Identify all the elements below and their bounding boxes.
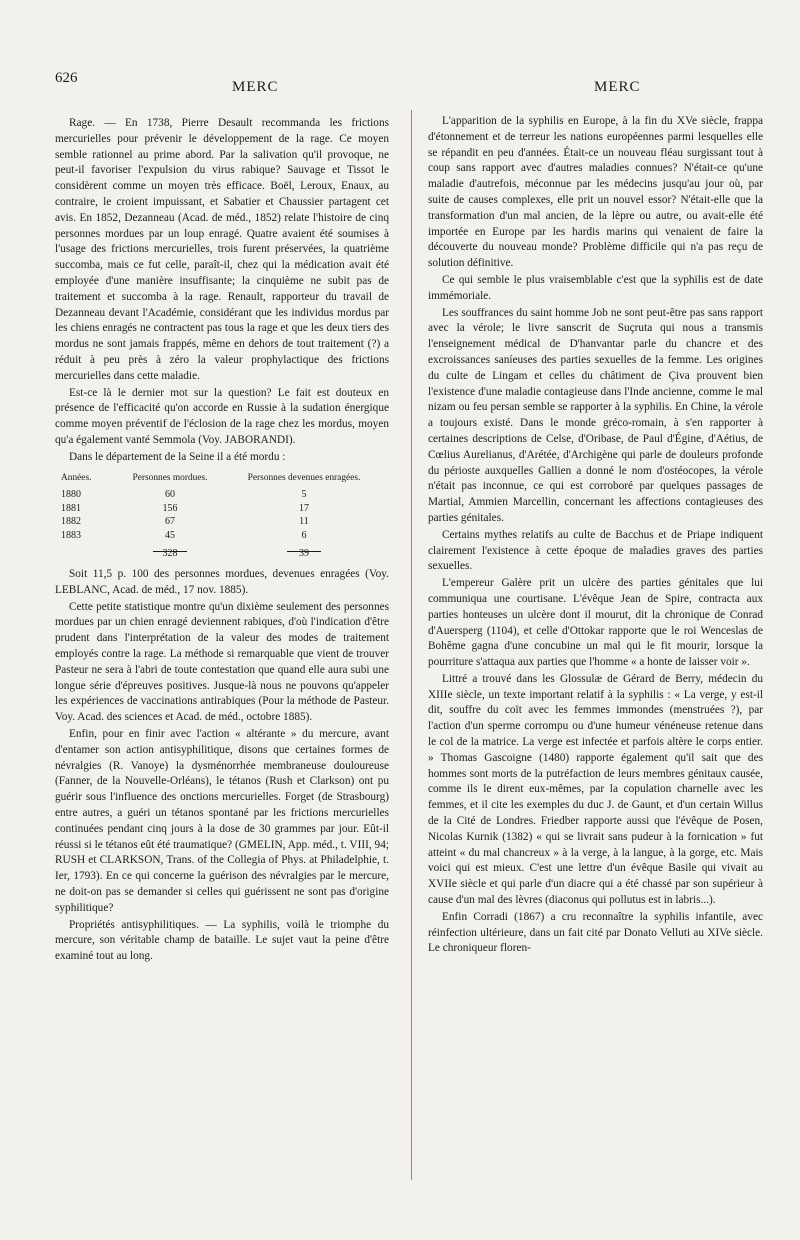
paragraph-littre: Littré a trouvé dans les Glossulæ de Gérard de Berry, médecin du XIIIe siècle, un texte important relatif à la syphilis : « La verge, y est-il dit, souffre du coït avec les femmes immondes (menstruées ?), par l'action d'un sperme corrompu ou d'une humeur vénéneuse retenue dans le col de la matrice. La verge est infectée et parfois altère le corps entier. » Thomas Gascoigne (1480) rapporte également qu'il sait que des hommes sont morts de la putréfaction de leurs membres génitaux causée, comme ils le dirent eux-mêmes, par la copulation charnelle avec les femmes, et il cite les exemples du duc J. de Gaunt, et d'un certain Willus de la Cité de Londres. Friedber rapporte aussi que l'évêque de Posen, Nicolas Kurnik (1382) « qui se livrait sans pudeur à la fornication » fut atteint « du mal chancreux » à la verge, à la langue, à la gorge, etc. Mais voici qui est mieux. C'est une lettre d'un évêque Basile qui vivait au XVIIe siècle et qui parle d'un diacre qui a été chassé par son supérieur à cause d'un mal des lèvres (diaconus qui pollutus est in labris...). — [428, 672, 763, 907]
header-rabid: Personnes devenues enragées. — [247, 472, 361, 483]
table-row — [55, 488, 389, 502]
cell-year: 1881 — [61, 502, 81, 514]
running-head-left: MERC — [232, 79, 279, 95]
statistics-header-row — [55, 472, 389, 486]
left-column — [55, 116, 389, 966]
column-divider — [411, 110, 412, 1180]
cell-bitten: 45 — [165, 529, 175, 541]
cell-year: 1880 — [61, 489, 81, 501]
table-row — [55, 502, 389, 516]
running-head-right: MERC — [594, 79, 641, 95]
paragraph-corradi: Enfin Corradi (1867) a cru reconnaître la syphilis infantile, avec réinfection ultérieure, dans un fait cité par Donato Velluti au XIVe siècle. Le chroniqueur floren- — [428, 910, 763, 955]
paragraph-galere: L'empereur Galère prit un ulcère des parties génitales que lui communiqua une courtisane. L'évêque Jean de Spire, contracta aux parties honteuses un ulcère dont il mourut, dit la chronique de Conrad d'Auersperg (1104), et celle d'Ottokar rapporte que le roi Wenceslas de Bohême gagna d'une concubine un mal qui le fit mourir, lorsque la pourriture s'attaqua aux parties que l'homme « a honte de laisser voir ». — [428, 577, 763, 669]
totals-row — [55, 547, 389, 561]
paragraph-alterante: Enfin, pour en finir avec l'action « altérante » du mercure, avant d'entamer son action antisyphilitique, disons que certaines formes de névralgies (R. Vanoye) la dysménorrhée membraneuse douloureuse (Fanner, de la Nouvelle-Orléans), le tétanos (Rush et Clarkson) ont pu guérir sous l'influence des onctions mercurielles. Forget (de Strasbourg) entre autres, a guéri un tétanos spontané par les frictions mercurielles continuées pendant cinq jours à la dose de 30 grammes par jour. Eût-il réussi si le tétanos eût été traumatique? (GMELIN, App. méd., t. VIII, 94; RUSH et CLARKSON, Trans. of the Collegia of Phys. at Philadelphie, t. Ier, 1793). En ce qui concerne la guérison des névralgies par le mercure, ne doit-on pas se demander si celles qui guérissent ne sont pas d'origine syphilitique? — [55, 728, 389, 914]
statistics-table — [55, 472, 389, 561]
paragraph-pasteur: Cette petite statistique montre qu'un dixième seulement des personnes mordues par un chien enragé deviennent rabiques, d'où l'indication d'être prudent dans l'interprétation de la valeur des modes de traitement employés contre la rage. La méthode si remarquable que vient de trouver Pasteur ne sera à l'abri de toute contestation que quand elle aura subi une longue série d'épreuves positives. Jusque-là nous ne pouvons qu'appeler les expériences de vaccinations antirabiques (Pour la méthode de Pasteur. Voy. Acad. des sciences et Acad. de méd., octobre 1885). — [55, 600, 389, 724]
paragraph-seine: Dans le département de la Seine il a été mordu : — [69, 450, 286, 463]
cell-total-label — [55, 547, 111, 561]
cell-year: 1882 — [61, 516, 81, 528]
paragraph-question: Est-ce là le dernier mot sur la question? Le fait est douteux en présence de l'efficacité qu'on accorde en Russie à la sudation énergique comme moyen préventif de l'éclosion de la rage chez les mordus, moyen qu'a également vanté Semmola (Voy. JABORANDI). — [55, 386, 389, 446]
cell-bitten: 60 — [165, 489, 175, 501]
cell-bitten: 156 — [162, 502, 178, 514]
table-row — [55, 515, 389, 529]
paragraph-appearance: L'apparition de la syphilis en Europe, à la fin du XVe siècle, frappa d'étonnement et de terreur les nations européennes parmi lesquelles elle se répandit en peu d'années. Était-ce un nouveau fléau surgissant tout à coup sans rapport avec d'autres maladies connues? N'était-ce qu'une maladie d'autrefois, méconnue par les médecins jusqu'au jour où, par suite de causes complexes, elle prit un nouvel essor? N'était-elle que la transformation d'un mal ancien, de la lèpre ou autre, ou avait-elle été importée en Europe par les hardis marins qui venaient de faire la découverte du nouveau monde? Problème difficile qui n'a pas reçu de solution définitive. — [428, 115, 763, 270]
cell-total-bitten: 328 — [162, 547, 178, 559]
cell-total-rabid: 39 — [299, 547, 309, 559]
cell-rabid: 17 — [299, 502, 309, 514]
paragraph-antisyphilitic: Propriétés antisyphilitiques. — La syphilis, voilà le triomphe du mercure, son véritable champ de bataille. Le sujet vaut la peine d'être examiné tout au long. — [55, 918, 389, 963]
cell-year: 1883 — [61, 529, 81, 541]
paragraph-job: Les souffrances du saint homme Job ne sont peut-être pas sans rapport avec la vérole; le livre sanscrit de Suçruta qui nous a transmis l'enseignement médical de D'hanvantar parle du chancre et des excroissances saníeuses des parties sexuelles de la femme. Les origines du culte de Lingam et celles du châtiment de Çiva prouvent bien l'existence d'une maladie contagieuse dans l'Inde ancienne, comme le mal nizam ou feu persan semble se rapporter à la syphilis. En Chine, la vérole a toujours existé. Dans le monde gréco-romain, à s'en rapporter à certaines descriptions de Celse, d'Oribase, de Paul d'Égine, d'Aétius, de Cœlius Aurelianus, d'Arétée, d'Archigène qui parle de douleurs profonde du périoste auxquelles Gallien a donné le nom d'ostéocopes, la vérole n'était pas inconnue, ce qui est corroboré par quelques passages de Martial, Ammien Marcellin, concernant les affections contagieuses des parties génitales. — [428, 306, 763, 524]
page-number: 626 — [55, 70, 78, 86]
cell-bitten: 67 — [165, 516, 175, 528]
paragraph-immemorial: Ce qui semble le plus vraisemblable c'est que la syphilis est de date immémoriale. — [428, 273, 763, 302]
paragraph-rage: Rage. — En 1738, Pierre Desault recommanda les frictions mercurielles pour prévenir le développement de la rage. Ce moyen semble rationnel au prime abord. Par la salivation qu'il provoque, ne peut-il favoriser l'expulsion du virus rabique? Sauvage et Tissot le considèrent comme un moyen très efficace. Boël, Leroux, Enaux, au contraire, le croient impuissant, et Sabatier et Chaussier partagent cet avis. En 1852, Dezanneau (Acad. de méd., 1852) relate l'histoire de cinq personnes mordues par un loup enragé. Quatre avaient été soumises à l'usage des frictions mercurielles, trois furent préservées, la quatrième succomba, mais ce fut celle, paraît-il, chez qui la médication avait été employée d'une manière insuffisante; la cinquième ne subit pas de traitement et succomba à la rage. Renault, rapporteur du travail de Dezanneau devant l'Académie, considérant que les individus mordus par les chiens enragés ne contractent pas tous la rage et que les deux tiers des mordus ne sont jamais frappés, même en dehors de tout traitement (?) a réduit à peu près à zéro la valeur prophylactique des frictions mercurielles dans cette maladie. — [55, 117, 389, 382]
cell-rabid: 5 — [301, 489, 307, 501]
paragraph-myths: Certains mythes relatifs au culte de Bacchus et de Priape indiquent clairement l'existence à cette époque de maladies graves des parties sexuelles. — [428, 528, 763, 573]
table-row — [55, 529, 389, 543]
header-years: Années. — [61, 472, 92, 483]
cell-rabid: 11 — [299, 516, 309, 528]
header-bitten: Personnes mordues. — [132, 472, 208, 483]
paragraph-percentage: Soit 11,5 p. 100 des personnes mordues, devenues enragées (Voy. LEBLANC, Acad. de méd., 17 nov. 1885). — [55, 568, 389, 596]
right-column — [428, 114, 763, 958]
cell-rabid: 6 — [301, 529, 307, 541]
